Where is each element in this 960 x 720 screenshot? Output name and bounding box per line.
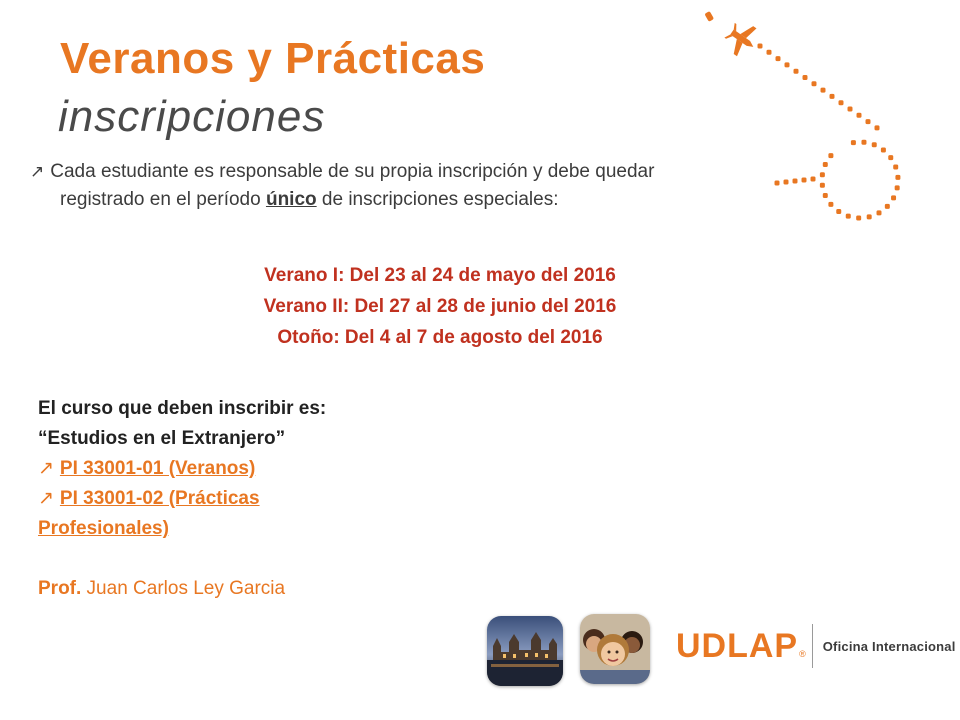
course-info [38, 394, 358, 604]
course-link-row-1 [38, 454, 358, 484]
path-dot [877, 210, 882, 215]
path-dot [830, 94, 835, 99]
airplane-icon [720, 16, 763, 60]
date-line-verano-2: Verano II: Del 27 al 28 de junio del 2016 [263, 296, 617, 317]
intro-emphasis: único [265, 189, 317, 210]
intro-text-part1: Cada estudiante es responsable de su propia inscripción y debe quedar [50, 161, 655, 182]
course-link-veranos[interactable]: PI 33001-01 (Veranos) [59, 458, 256, 479]
path-dot [846, 214, 851, 219]
intro-text-part3: de inscripciones especiales: [316, 189, 559, 210]
path-dot [776, 56, 781, 61]
path-dot [885, 204, 890, 209]
path-dot [893, 165, 898, 170]
logo-registered-mark: ® [799, 649, 806, 659]
registration-dates [130, 260, 750, 353]
logo-brand: UDLAP [676, 626, 799, 665]
path-dot [891, 195, 896, 200]
path-dot [839, 100, 844, 105]
path-dot [836, 209, 841, 214]
path-dot [803, 75, 808, 80]
path-dot [767, 50, 772, 55]
path-dot [867, 214, 872, 219]
path-dot [895, 185, 900, 190]
professor-name: Juan Carlos Ley Garcia [81, 578, 286, 599]
path-dot [794, 69, 799, 74]
course-link-row-3 [38, 514, 358, 544]
course-link-row-2 [38, 484, 358, 514]
intro-text-part2: registrado en el período [60, 189, 266, 210]
arrow-icon: ↗ [38, 488, 54, 509]
path-dot [861, 140, 866, 145]
path-dot [758, 44, 763, 49]
page-subtitle: inscripciones [58, 92, 326, 141]
path-dot [875, 125, 880, 130]
udlap-logo [676, 622, 956, 670]
spacer [38, 544, 358, 574]
intro-line2 [30, 186, 830, 214]
intro-paragraph [30, 158, 830, 214]
page-title: Veranos y Prácticas [60, 34, 486, 83]
path-dot [881, 148, 886, 153]
logo-office-name: Oficina Internacional [822, 638, 956, 654]
path-dot [857, 113, 862, 118]
castle-photo [487, 616, 563, 686]
professor-line [38, 574, 358, 604]
path-dot [821, 88, 826, 93]
path-dot [851, 140, 856, 145]
course-link-practicas[interactable]: PI 33001-02 (Prácticas [59, 488, 260, 509]
professor-title: Prof. [38, 578, 82, 599]
path-dot [812, 81, 817, 86]
course-label: El curso que deben inscribir es: [38, 398, 327, 419]
logo-divider [812, 624, 813, 668]
path-dot [866, 119, 871, 124]
arrow-icon: ↗ [30, 162, 45, 181]
path-dot [785, 62, 790, 67]
path-dot [895, 175, 900, 180]
path-dot [872, 142, 877, 147]
arrow-icon: ↗ [38, 458, 54, 479]
students-photo [580, 614, 650, 684]
date-line-otono: Otoño: Del 4 al 7 de agosto del 2016 [277, 327, 603, 348]
path-dot [848, 107, 853, 112]
path-dot [888, 155, 893, 160]
date-line-verano-1: Verano I: Del 23 al 24 de mayo del 2016 [264, 265, 616, 286]
course-name: “Estudios en el Extranjero” [38, 428, 286, 449]
path-dot [856, 215, 861, 220]
course-link-practicas-cont[interactable]: Profesionales) [38, 518, 169, 539]
